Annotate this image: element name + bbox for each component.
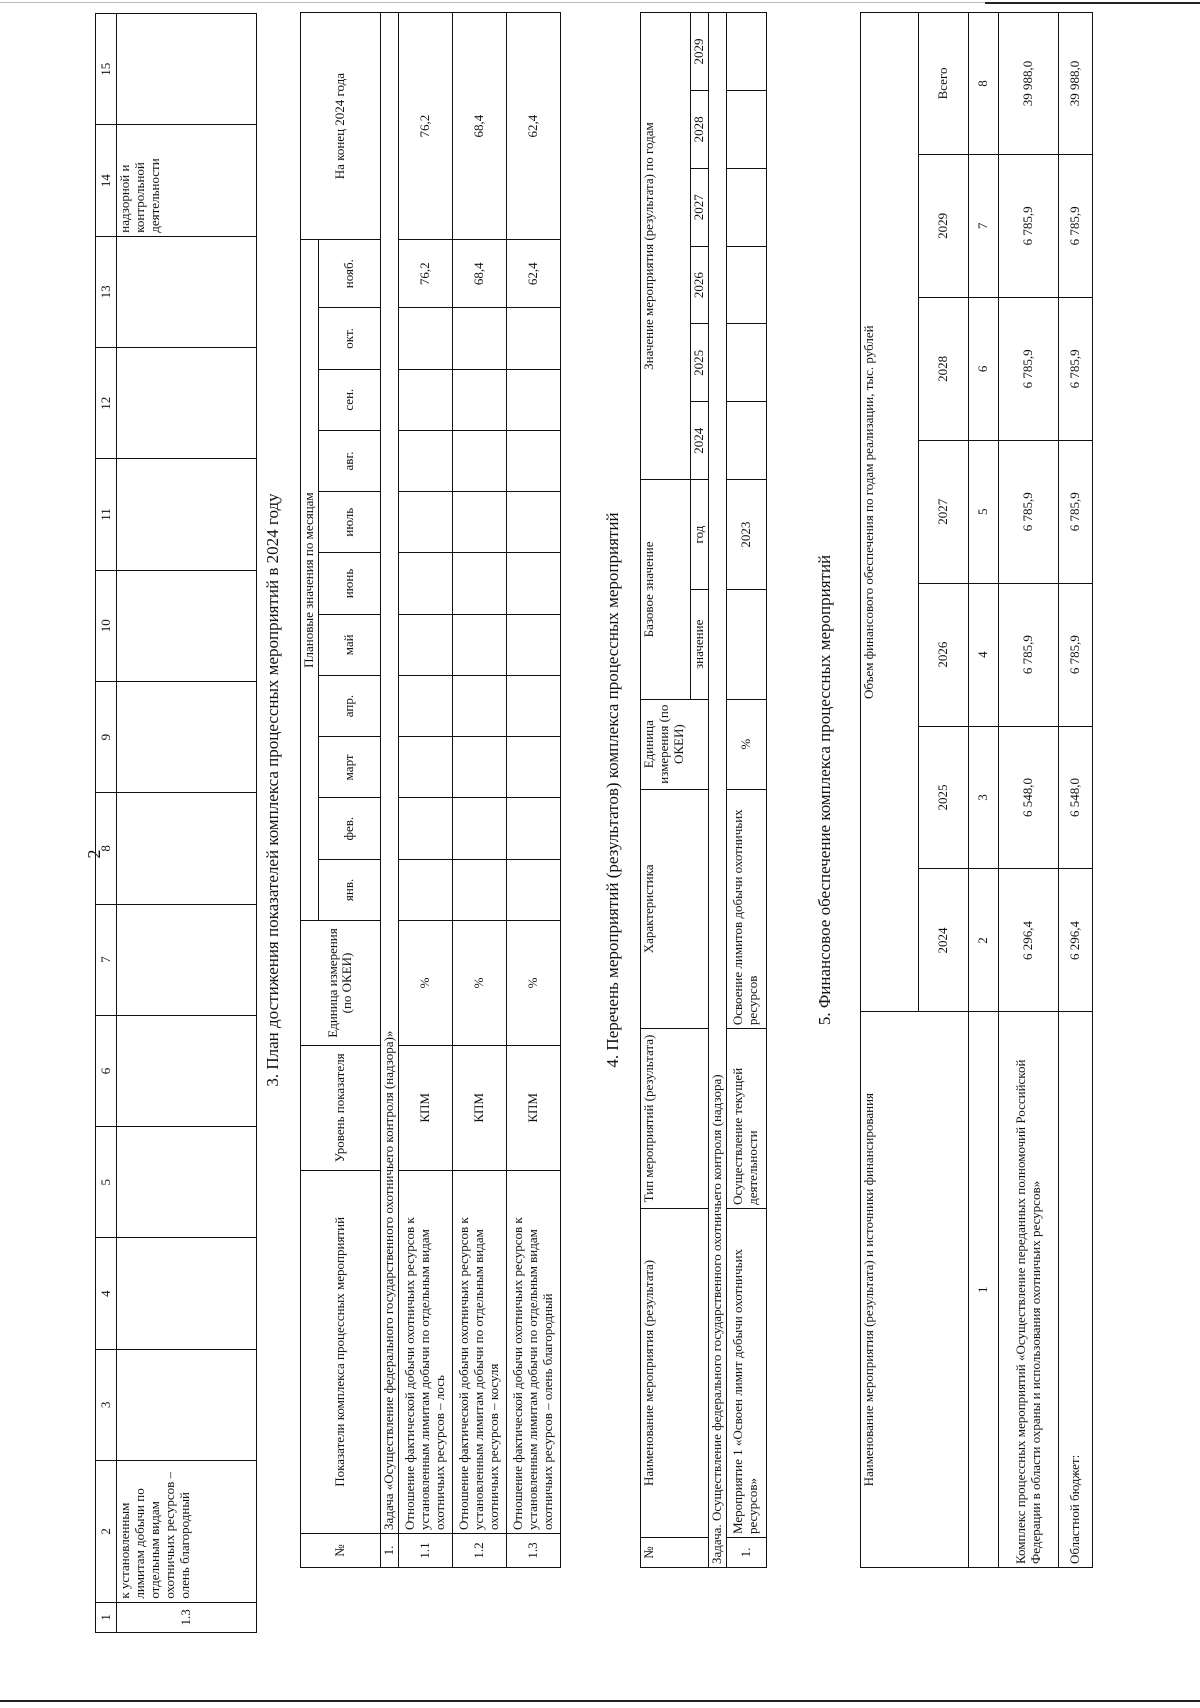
task-row — [708, 13, 726, 1568]
task-row — [380, 13, 398, 1568]
row-unit: % — [506, 921, 560, 1046]
col-number: 1 — [969, 1012, 999, 1568]
row-type: Осуществление текущей деятельности — [726, 1029, 766, 1209]
row-name: Отношение фактической добычи охотничьих ресурсов к установленным лимитам добычи по отдельным видам охотничьих ресурсов – лось — [398, 1170, 452, 1533]
year-header: 2028 — [919, 297, 969, 440]
row-value: 6 785,9 — [1059, 440, 1093, 583]
row-char: Освоение лимитов добычи охотничьих ресурсов — [726, 789, 766, 1029]
col-number: 4 — [969, 583, 999, 726]
col-header: 11 — [96, 459, 117, 570]
row-base-value — [726, 589, 766, 699]
row-value: 6 785,9 — [1059, 297, 1093, 440]
row-name: Отношение фактической добычи охотничьих ресурсов к установленным лимитам добычи по отдельным видам охотничьих ресурсов – олень благородный — [506, 1170, 560, 1533]
plan-table — [300, 12, 561, 1568]
month-header: май — [318, 614, 380, 675]
section5-title: 5. Финансовое обеспечение комплекса процессных мероприятий — [815, 554, 834, 1026]
row-value: 39 988,0 — [1059, 13, 1093, 155]
col-header-num: № — [301, 1533, 381, 1567]
row-number: 1.3 — [506, 1533, 560, 1567]
year-header: 2027 — [691, 168, 709, 246]
col-header-unit: Единица измерения (по ОКЕИ) — [301, 921, 381, 1046]
row-value: 6 785,9 — [999, 297, 1059, 440]
row-level: КПМ — [398, 1045, 452, 1170]
col-header: 10 — [96, 570, 117, 681]
col-header: 6 — [96, 1015, 117, 1126]
row-value: 6 785,9 — [999, 583, 1059, 726]
table-header-row — [641, 13, 691, 1568]
row-nov: 68,4 — [452, 240, 506, 308]
row-unit: % — [398, 921, 452, 1046]
col-header: 3 — [96, 1349, 117, 1460]
year-header: 2025 — [919, 726, 969, 869]
month-header: нояб. — [318, 240, 380, 308]
col-header-base-value: значение — [691, 589, 709, 699]
col-header-unit: Единица измерения (по ОКЕИ) — [641, 699, 709, 789]
table-row — [117, 14, 257, 1633]
year-header: 2028 — [691, 90, 709, 168]
table-row — [726, 13, 766, 1568]
row-end: 76,2 — [398, 13, 452, 240]
row-value: 6 785,9 — [999, 440, 1059, 583]
month-header: фев. — [318, 798, 380, 859]
row-level: КПМ — [452, 1045, 506, 1170]
year-header: Всего — [919, 13, 969, 155]
col-header: 14 — [96, 125, 117, 236]
activities-table — [640, 12, 767, 1568]
col-header-name: Наименование мероприятия (результата) и источники финансирования — [861, 1012, 969, 1568]
col-header: 4 — [96, 1238, 117, 1349]
col-header: 7 — [96, 904, 117, 1015]
row-value: 6 296,4 — [1059, 869, 1093, 1012]
row-unit: % — [726, 699, 766, 789]
row-nov: 62,4 — [506, 240, 560, 308]
row-name: Отношение фактической добычи охотничьих ресурсов к установленным лимитам добычи по отдельным видам охотничьих ресурсов – косуля — [452, 1170, 506, 1533]
col-header-base-year: год — [691, 480, 709, 590]
row-number: 1. — [726, 1538, 766, 1568]
col-number: 7 — [969, 154, 999, 297]
row-number: 1.2 — [452, 1533, 506, 1567]
row-value: 6 296,4 — [999, 869, 1059, 1012]
month-header: июль — [318, 492, 380, 553]
col-header-char: Характеристика — [641, 789, 709, 1029]
row-value: 6 548,0 — [999, 726, 1059, 869]
row-value: 6 548,0 — [1059, 726, 1093, 869]
col-header: 9 — [96, 681, 117, 792]
table-row — [999, 13, 1059, 1568]
year-header: 2024 — [919, 869, 969, 1012]
section4-title: 4. Перечень мероприятий (результатов) комплекса процессных мероприятий — [603, 512, 622, 1068]
row-level: КПМ — [506, 1045, 560, 1170]
col-header: 5 — [96, 1127, 117, 1238]
row-unit: % — [452, 921, 506, 1046]
row-name: Областной бюджет: — [1059, 1012, 1093, 1568]
col-header: 12 — [96, 348, 117, 459]
year-header: 2029 — [919, 154, 969, 297]
col-header-num: № — [641, 1538, 709, 1568]
col-header: 8 — [96, 793, 117, 904]
row-name: к установленным лимитам добычи по отдельным видам охотничьих ресурсов – олень благородный — [117, 1461, 257, 1603]
month-header: окт. — [318, 308, 380, 369]
col-number: 5 — [969, 440, 999, 583]
row-nov: 76,2 — [398, 240, 452, 308]
year-header: 2029 — [691, 13, 709, 91]
row-number: 1.3 — [117, 1602, 257, 1632]
table-header-row — [861, 13, 919, 1568]
continuation-table — [95, 13, 257, 1633]
year-header: 2025 — [691, 324, 709, 402]
col-header: 1 — [96, 1602, 117, 1632]
col-number: 8 — [969, 13, 999, 155]
row-base-year: 2023 — [726, 480, 766, 590]
row-value: 39 988,0 — [999, 13, 1059, 155]
col-header: 15 — [96, 14, 117, 125]
row-name: Мероприятие 1 «Освоен лимит добычи охотничьих ресурсов» — [726, 1208, 766, 1537]
month-header: июнь — [318, 553, 380, 614]
row-end: 62,4 — [506, 13, 560, 240]
row-end: 68,4 — [452, 13, 506, 240]
month-header: сен. — [318, 369, 380, 430]
table-header-row — [301, 13, 319, 1568]
table-row — [506, 13, 560, 1568]
col-header-volume: Объем финансового обеспечения по годам реализации, тыс. рублей — [861, 13, 919, 1012]
col-number: 6 — [969, 297, 999, 440]
year-header: 2027 — [919, 440, 969, 583]
month-header: март — [318, 737, 380, 798]
year-header: 2026 — [691, 246, 709, 324]
col-header-base: Базовое значение — [641, 480, 691, 700]
col-header-type: Тип мероприятий (результата) — [641, 1029, 709, 1209]
row-col14: надзорной и контрольной деятельности — [117, 125, 257, 236]
table-row — [1059, 13, 1093, 1568]
col-header-level: Уровень показателя — [301, 1045, 381, 1170]
year-header: 2024 — [691, 402, 709, 480]
col-header: 2 — [96, 1461, 117, 1603]
month-header: янв. — [318, 859, 380, 920]
col-header-planned: Плановые значения по месяцам — [301, 240, 319, 921]
table-header-row — [96, 14, 117, 1633]
row-value: 6 785,9 — [1059, 583, 1093, 726]
col-header-name: Наименование мероприятия (результата) — [641, 1208, 709, 1537]
task-number: 1. — [380, 1533, 398, 1567]
col-number: 2 — [969, 869, 999, 1012]
finance-table — [860, 12, 1093, 1568]
month-header: авг. — [318, 430, 380, 491]
task-text: Задача «Осуществление федерального государственного охотничьего контроля (надзора)» — [380, 13, 398, 1534]
row-value: 6 785,9 — [1059, 154, 1093, 297]
year-header: 2026 — [919, 583, 969, 726]
month-header: апр. — [318, 675, 380, 736]
col-header: 13 — [96, 236, 117, 347]
table-row — [398, 13, 452, 1568]
task-text: Задача. Осуществление федерального государственного охотничьего контроля (надзора) — [708, 13, 726, 1568]
row-number: 1.1 — [398, 1533, 452, 1567]
row-value: 6 785,9 — [999, 154, 1059, 297]
row-name: Комплекс процессных мероприятий «Осуществление переданных полномочий Российской Федерации в области охраны и использования охотничьих ресурсов» — [999, 1012, 1059, 1568]
col-header-values: Значение мероприятия (результата) по годам — [641, 13, 691, 480]
section3-title: 3. План достижения показателей комплекса процессных мероприятий в 2024 году — [263, 493, 282, 1087]
col-header-indicator: Показатели комплекса процессных мероприятий — [301, 1170, 381, 1533]
page-number: 2 — [84, 849, 104, 859]
col-header-end: На конец 2024 года — [301, 13, 381, 240]
col-number: 3 — [969, 726, 999, 869]
table-row — [452, 13, 506, 1568]
number-row — [969, 13, 999, 1568]
